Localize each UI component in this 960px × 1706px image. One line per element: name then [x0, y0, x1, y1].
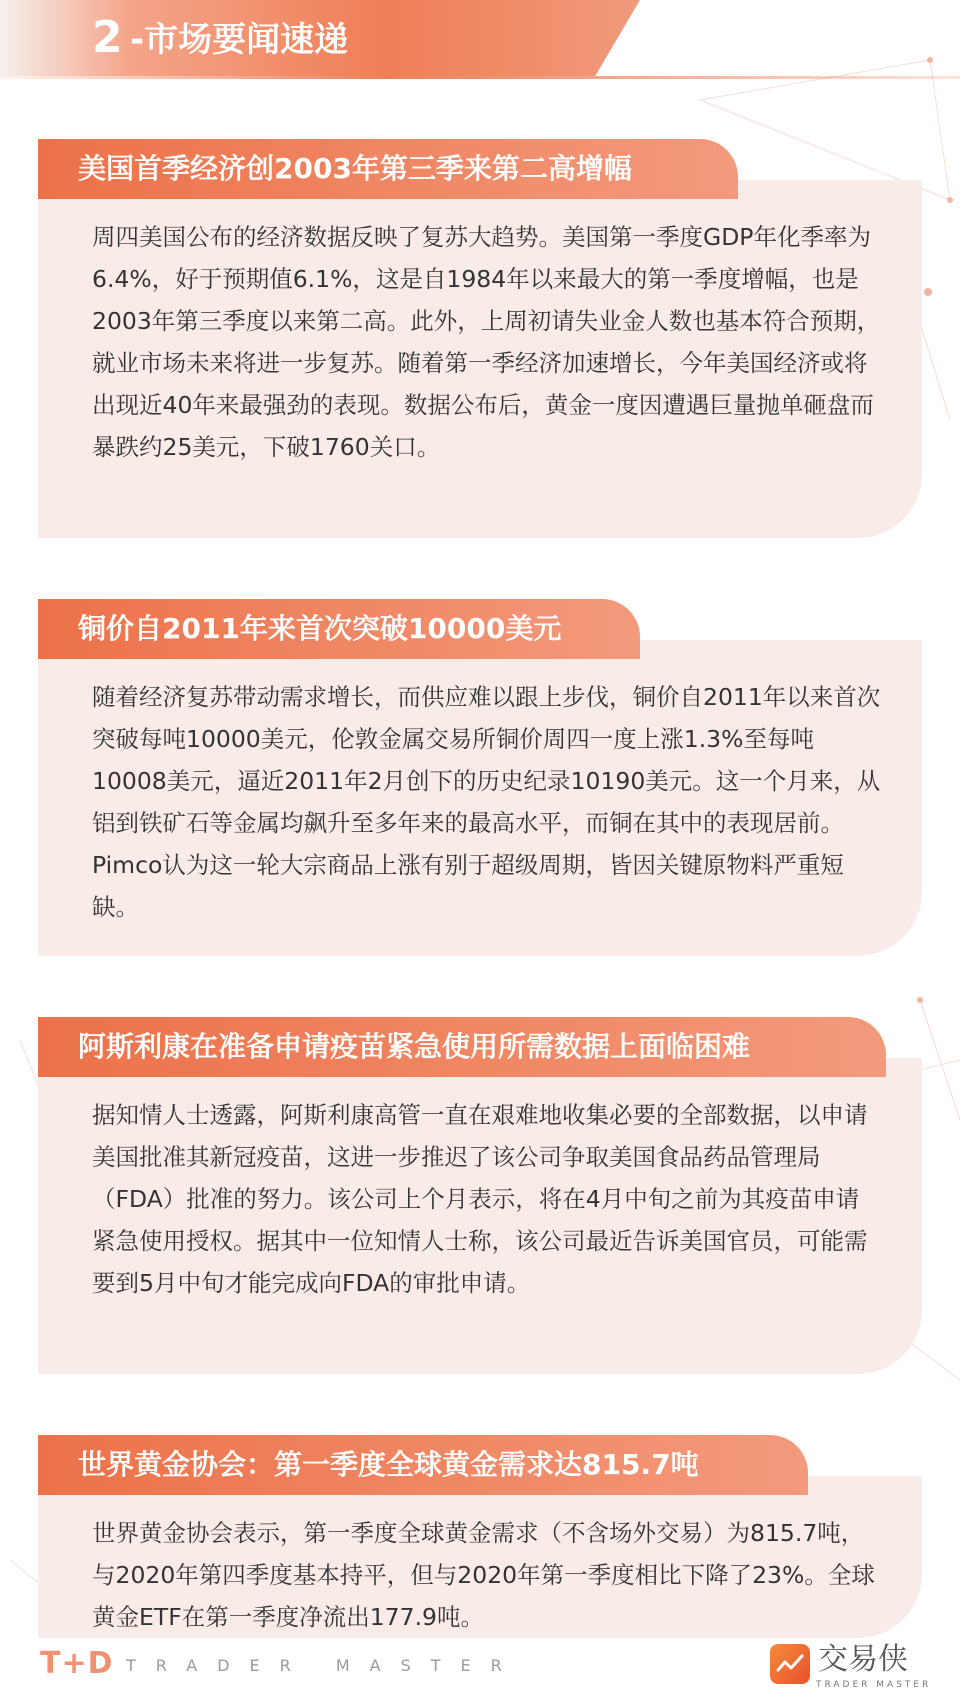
- brand-logo: [770, 1640, 930, 1696]
- news-body-4: 世界黄金协会表示，第一季度全球黄金需求（不含场外交易）为815.7吨，与2020年第四季度基本持平，但与2020年第一季度相比下降了23%。全球黄金ETF在第一季度净流出177.9吨。: [92, 1519, 875, 1631]
- header-divider: [0, 76, 960, 79]
- section-title: -市场要闻速递: [130, 20, 349, 60]
- news-body-3: 据知情人士透露，阿斯利康高管一直在艰难地收集必要的全部数据，以申请美国批准其新冠疫苗，这进一步推迟了该公司争取美国食品药品管理局（FDA）批准的努力。该公司上个月表示，将在4月中旬之前为其疫苗申请紧急使用授权。据其中一位知情人士称，该公司最近告诉美国官员，可能需要到5月中旬才能完成向FDA的审批申请。: [92, 1101, 868, 1297]
- news-body-2: 随着经济复苏带动需求增长，而供应难以跟上步伐，铜价自2011年以来首次突破每吨10000美元，伦敦金属交易所铜价周四一度上涨1.3%至每吨10008美元，逼近2011年2月创下的历史纪录10190美元。这一个月来，从铝到铁矿石等金属均飙升至多年来的最高水平，而铜在其中的表现居前。Pimco认为这一轮大宗商品上涨有别于超级周期，皆因关键原物料严重短缺。: [92, 683, 881, 921]
- brand-name: 交易侠: [818, 1642, 908, 1677]
- news-body-1: 周四美国公布的经济数据反映了复苏大趋势。美国第一季度GDP年化季率为6.4%，好于预期值6.1%，这是自1984年以来最大的第一季度增幅，也是2003年第三季度以来第二高。此外，上周初请失业金人数也基本符合预期，就业市场未来将进一步复苏。随着第一季经济加速增长，今年美国经济或将出现近40年来最强劲的表现。数据公布后，黄金一度因遭遇巨量抛单砸盘而暴跌约25美元，下破1760关口。: [92, 223, 881, 461]
- news-title-3: 阿斯利康在准备申请疫苗紧急使用所需数据上面临困难: [38, 1017, 886, 1077]
- footer-tagline: TRADER MASTER: [126, 1656, 522, 1675]
- news-title-4: 世界黄金协会：第一季度全球黄金需求达815.7吨: [38, 1435, 808, 1495]
- news-title-1: 美国首季经济创2003年第三季来第二高增幅: [38, 139, 738, 199]
- trend-icon: [770, 1644, 810, 1684]
- brand-subtitle: TRADER MASTER: [816, 1680, 932, 1690]
- news-title-2: 铜价自2011年来首次突破10000美元: [38, 599, 640, 659]
- section-number: 2: [92, 12, 123, 63]
- td-logo: T+D: [40, 1646, 114, 1681]
